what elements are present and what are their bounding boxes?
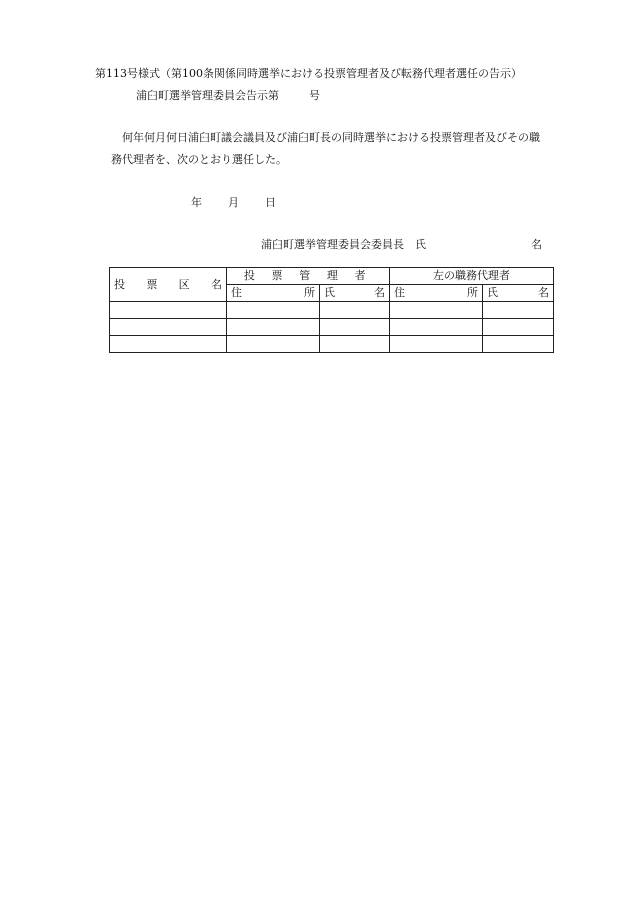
table-cell — [390, 319, 483, 336]
manager-address-header: 住 所 — [227, 285, 320, 302]
table-cell — [390, 302, 483, 319]
table-cell — [227, 336, 320, 353]
table-cell — [390, 336, 483, 353]
date-day: 日 — [265, 196, 276, 209]
table-cell — [320, 336, 390, 353]
table-cell — [483, 302, 554, 319]
table-cell — [227, 302, 320, 319]
table-cell — [320, 302, 390, 319]
table-cell — [320, 319, 390, 336]
table-cell — [483, 319, 554, 336]
table-cell — [110, 336, 227, 353]
manager-header: 投 票 管 理 者 — [227, 268, 390, 285]
deputy-address-header: 住 所 — [390, 285, 483, 302]
date-year: 年 — [191, 196, 202, 209]
manager-name-header: 氏 名 — [320, 285, 390, 302]
table-cell — [110, 302, 227, 319]
appointment-table — [109, 267, 554, 353]
notice-body-line-2: 務代理者を、次のとおり選任した。 — [111, 153, 287, 166]
date-line — [191, 196, 276, 210]
signer-name-suffix: 名 — [531, 238, 542, 251]
deputy-name-header: 氏 名 — [483, 285, 554, 302]
notice-number-prefix: 浦臼町選挙管理委員会告示第 — [136, 89, 279, 102]
district-name-header: 投 票 区 名 — [110, 268, 227, 302]
date-month: 月 — [228, 196, 239, 209]
deputy-header: 左の職務代理者 — [390, 268, 554, 285]
notice-number-suffix: 号 — [309, 89, 320, 102]
notice-number-line — [136, 89, 320, 103]
table-header-row — [110, 268, 554, 285]
table-cell — [483, 336, 554, 353]
table-row — [110, 319, 554, 336]
signer-title: 浦臼町選挙管理委員会委員長 氏 — [261, 238, 426, 251]
form-title: 第113号様式（第100条関係同時選挙における投票管理者及び転務代理者選任の告示） — [95, 67, 522, 80]
table-cell — [227, 319, 320, 336]
table-row — [110, 302, 554, 319]
table-row — [110, 336, 554, 353]
notice-body-line-1: 何年何月何日浦臼町議会議員及び浦臼町長の同時選挙における投票管理者及びその職 — [122, 131, 540, 144]
table-cell — [110, 319, 227, 336]
